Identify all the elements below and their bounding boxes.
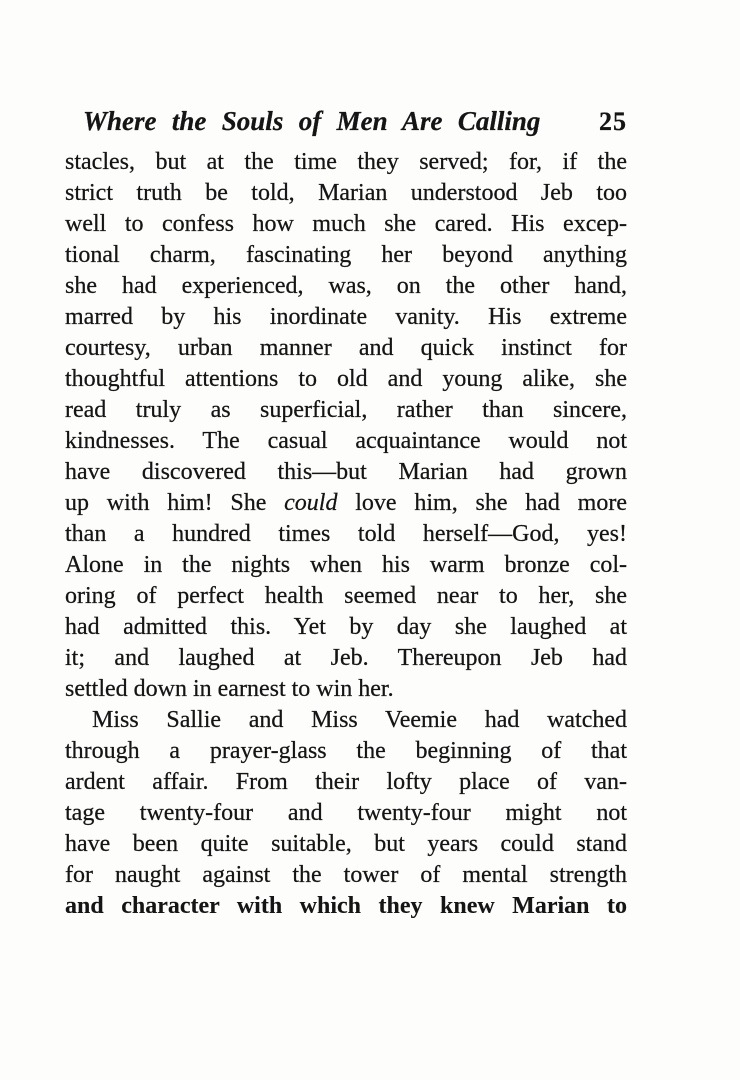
text-line: and character with which they knew Marian to [65,893,627,919]
text-line: well to confess how much she cared. His excep- [65,211,627,237]
text-line: stacles, but at the time they served; for, if the [65,149,627,175]
text-line: thoughtful attentions to old and young alike, she [65,366,627,392]
text-line: tage twenty-four and twenty-four might not [65,800,627,826]
text-line: have discovered this—but Marian had grown [65,459,627,485]
text-line: marred by his inordinate vanity. His extreme [65,304,627,330]
text-line: up with him! She could love him, she had more [65,490,627,516]
running-header-title: Where the Souls of Men Are Calling [83,106,541,136]
text-line: it; and laughed at Jeb. Thereupon Jeb had [65,645,627,671]
text-line: she had experienced, was, on the other hand, [65,273,627,299]
page-number: 25 [599,107,627,136]
text-line: kindnesses. The casual acquaintance would not [65,428,627,454]
text-line: than a hundred times told herself—God, yes! [65,521,627,547]
text-line: through a prayer-glass the beginning of that [65,738,627,764]
text-line: ardent affair. From their lofty place of van- [65,769,627,795]
running-header [65,104,627,139]
text-line: tional charm, fascinating her beyond anything [65,242,627,268]
text-line: Alone in the nights when his warm bronze col- [65,552,627,578]
text-line: have been quite suitable, but years could stand [65,831,627,857]
text-line: courtesy, urban manner and quick instinct for [65,335,627,361]
text-line: had admitted this. Yet by day she laughed at [65,614,627,640]
text-line: settled down in earnest to win her. [65,676,394,702]
text-line: for naught against the tower of mental strength [65,862,627,888]
text-line: read truly as superficial, rather than sincere, [65,397,627,423]
text-line: oring of perfect health seemed near to her, she [65,583,627,609]
page-text [65,147,627,922]
text-line: Miss Sallie and Miss Veemie had watched [92,707,627,733]
text-line: strict truth be told, Marian understood Jeb too [65,180,627,206]
